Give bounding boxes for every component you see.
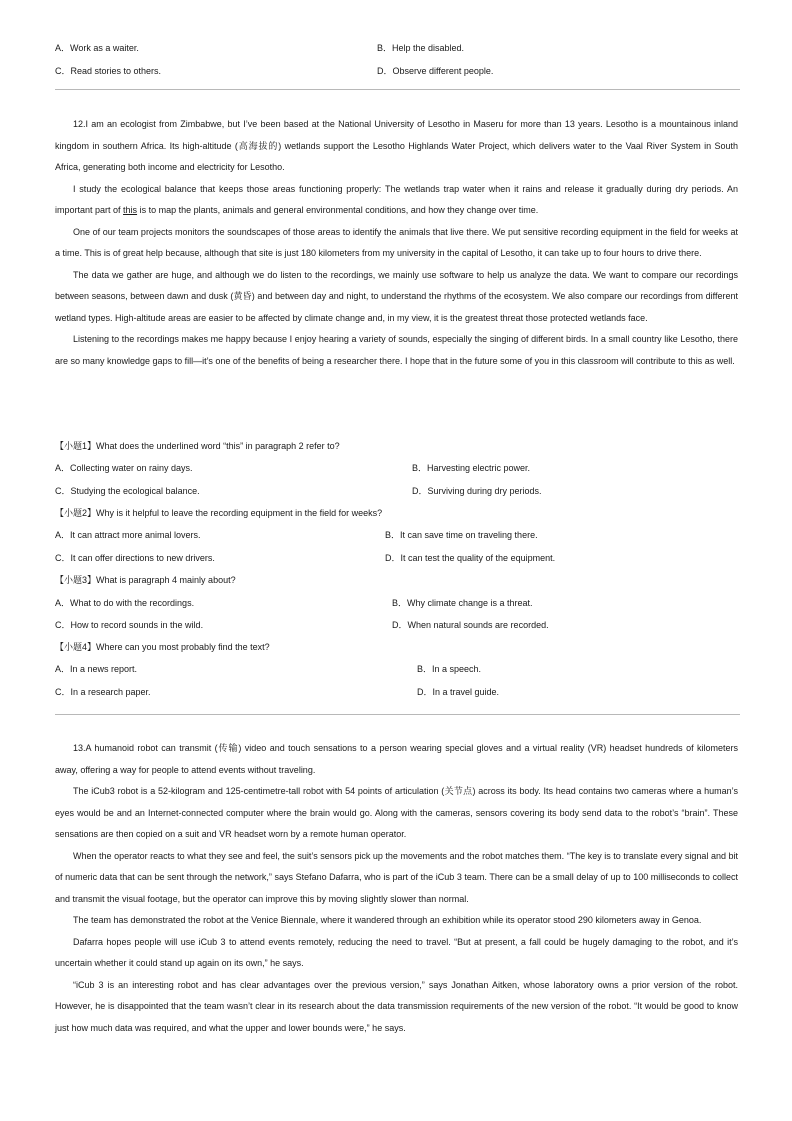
question-stem: 【小题2】Why is it helpful to leave the recording equipment in the field for weeks? [55,508,383,518]
option-row [55,551,745,565]
option-d[interactable]: D．Observe different people. [377,66,494,76]
option-c[interactable]: C．How to record sounds in the wild. [55,620,204,630]
passage-13 [55,738,738,1039]
option-c[interactable]: C．Studying the ecological balance. [55,486,200,496]
option-b[interactable]: B．Help the disabled. [377,43,465,53]
option-b[interactable]: B．It can save time on traveling there. [385,530,538,540]
option-c[interactable]: C．It can offer directions to new drivers. [55,553,215,563]
paragraph: Listening to the recordings makes me happy because I enjoy hearing a variety of sounds, especially the singing of different birds. In a small country like Lesotho, there are so many knowledge gaps to fill—it’s one of the benefits of being a researcher there. I hope that in the future some of you in this classroom will contribute to this as well. [55,334,738,366]
question-stem: 【小题4】Where can you most probably find the text? [55,642,270,652]
question-stem: 【小题3】What is paragraph 4 mainly about? [55,575,236,585]
paragraph: One of our team projects monitors the soundscapes of those areas to identify the animals that live there. We put sensitive recording equipment in the field for weeks at a time. This is of great help because, although that site is just 180 kilometers from my university in the capital of Lesotho, it can take up to four hours to drive there. [55,226,738,258]
option-d[interactable]: D．When natural sounds are recorded. [392,620,549,630]
option-a[interactable]: A．In a news report. [55,664,138,674]
option-a[interactable]: A．Work as a waiter. [55,43,139,53]
paragraph: 12.I am an ecologist from Zimbabwe, but I’ve been based at the National University of Lesotho in Maseru for more than 13 years. Lesotho is a mountainous inland kingdom in southern Africa. Its high-altitude (高海拔的) wetlands support the Lesotho Highlands Water Project, which delivers water to the Vaal River System in South Africa, generating both income and electricity for Lesotho. [55,119,738,172]
option-a[interactable]: A．It can attract more animal lovers. [55,530,201,540]
option-row [55,596,745,610]
option-row [55,662,745,676]
option-c[interactable]: C．Read stories to others. [55,66,162,76]
option-d[interactable]: D．Surviving during dry periods. [412,486,542,496]
option-row [55,461,745,475]
option-a[interactable]: A．What to do with the recordings. [55,598,195,608]
paragraph: 13.A humanoid robot can transmit (传输) video and touch sensations to a person wearing special gloves and a virtual reality (VR) headset hundreds of kilometers away, offering a way for people to attend events without traveling. [55,743,738,775]
paragraph: The data we gather are huge, and although we do listen to the recordings, we mainly use software to help us analyze the data. We want to compare our recordings between seasons, between dawn and dusk (黄昏) and between day and night, to understand the rhythms of the ecosystem. We also compare our recordings from different wetland types. High-altitude areas are easier to be affected by climate change and, in my view, it is the greatest threat those protected wetlands face. [55,269,738,323]
section-divider [55,714,740,715]
passage-12 [55,114,738,372]
option-row [55,484,745,498]
underlined-word: this [123,205,138,215]
option-d[interactable]: D．In a travel guide. [417,687,500,697]
option-row [55,528,745,542]
paragraph: Dafarra hopes people will use iCub 3 to attend events remotely, reducing the need to travel. “But at present, a fall could be hugely damaging to the robot, and it’s uncertain whether it could stand up again on its own,” he says. [55,936,738,968]
question-stem: 【小题1】What does the underlined word “this” in paragraph 2 refer to? [55,441,340,451]
option-d[interactable]: D．It can test the quality of the equipment. [385,553,556,563]
option-row [55,41,745,55]
option-b[interactable]: B．Harvesting electric power. [412,463,531,473]
option-a[interactable]: A．Collecting water on rainy days. [55,463,193,473]
paragraph: The iCub3 robot is a 52-kilogram and 125-centimetre-tall robot with 54 points of articulation (关节点) across its body. Its head contains two cameras where a human’s eyes would be and an Internet-connected computer where the brain would go. Along with the cameras, sensors covering its body send data to the robot’s “brain”. These sensations are then copied on a suit and VR headset worn by a remote human operator. [55,786,738,839]
option-b[interactable]: B．In a speech. [417,664,482,674]
option-c[interactable]: C．In a research paper. [55,687,151,697]
section-divider [55,89,740,90]
paragraph: I study the ecological balance that keeps those areas functioning properly: The wetlands trap water when it rains and release it gradually during dry periods. An important part of this is to map the plants, animals and general environmental conditions, and how they change over time. [55,183,738,215]
option-row [55,685,745,699]
paragraph: When the operator reacts to what they see and feel, the suit’s sensors pick up the movements and the robot matches them. “The key is to translate every signal and bit of numeric data that can be sent through the network,” says Stefano Dafarra, who is part of the iCub 3 team. There can be a small delay of up to 100 milliseconds to collect and transmit the visual footage, but the operator can improve this by moving slightly slower than normal. [55,850,738,904]
option-row [55,64,745,78]
option-row [55,618,745,632]
paragraph: The team has demonstrated the robot at the Venice Biennale, where it wandered through an exhibition while its operator stood 290 kilometers away in Genoa. [73,915,702,925]
option-b[interactable]: B．Why climate change is a threat. [392,598,533,608]
paragraph: “iCub 3 is an interesting robot and has clear advantages over the previous version,” says Jonathan Aitken, whose laboratory owns a prior version of the robot. However, he is disappointed that the team wasn’t clear in its research about the data transmission requirements of the new version of the robot. “It would be good to know just how much data was required, and what the upper and lower bounds were,” he says. [55,979,738,1033]
